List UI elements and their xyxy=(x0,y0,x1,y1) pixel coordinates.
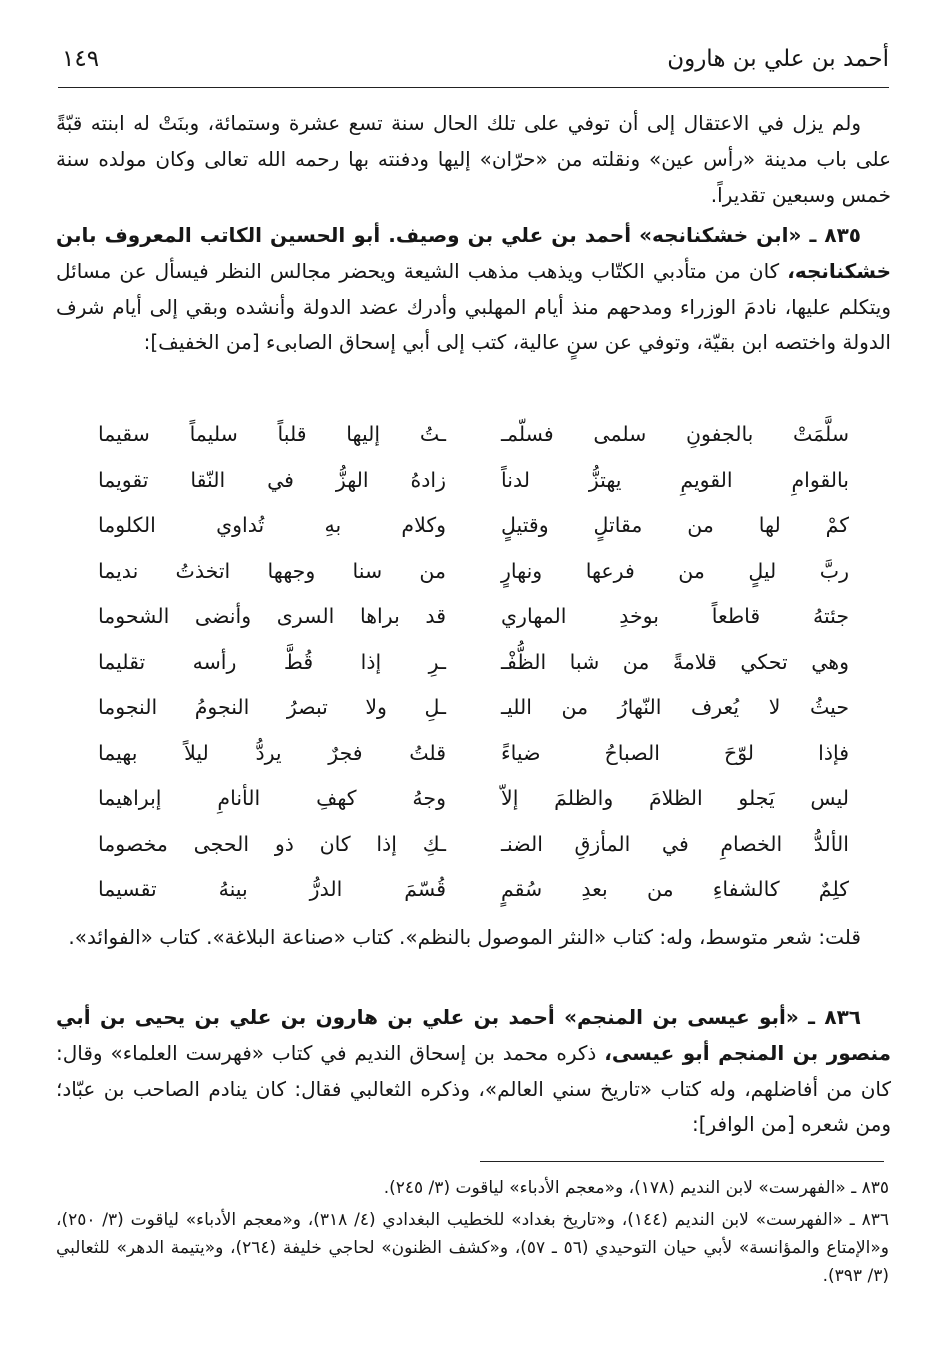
footnote-835: ٨٣٥ ـ «الفهرست» لابن النديم (١٧٨)، و«معجم الأدباء» لياقوت (٣/ ٢٤٥). xyxy=(383,1178,889,1198)
verse-first-hemistich: فإذا لوّحَ الصباحُ ضياءً xyxy=(501,740,849,765)
running-header-title: أحمد بن علي بن هارون xyxy=(667,46,889,72)
verse-second-hemistich: ـتُ إليها قلباً سليماً سقيما xyxy=(98,422,446,446)
verse-line xyxy=(98,600,849,646)
poem xyxy=(98,418,849,919)
entry-836 xyxy=(56,1000,891,1143)
entry-835-text: كان من متأدبي الكتّاب ويذهب مذهب الشيعة ويحضر مجالس النظر فيسأل عن مسائل ويتكلم عليها، نادمَ الوزراء ومدحهم منذ أيام المهلبي وأدرك عضد الدولة وأنشده وبقي إلى أيام شرف الدولة واختصه ابن بقيّة، وتوفي عن سنٍ عالية، كتب إلى أبي إسحاق الصابىء [من الخفيف]: xyxy=(56,258,891,355)
entry-835-number: ٨٣٥ ـ xyxy=(801,223,861,247)
verse-second-hemistich: من سنا وجهها اتخذتُ نديما xyxy=(98,558,446,583)
verse-second-hemistich: قُسّمَ الدرُّ بينهُ تقسيما xyxy=(98,877,446,901)
verse-line xyxy=(98,691,849,737)
verse-first-hemistich: سلَّمَتْ بالجفونِ سلمى فسلّمـ xyxy=(501,422,849,446)
verse-line xyxy=(98,464,849,510)
verse-second-hemistich: قد براها السرى وأنضى الشحوما xyxy=(98,604,446,628)
entry-836-heading: «أبو عيسى بن المنجم» أحمد بن علي بن هارون بن علي بن يحيى بن أبي منصور بن المنجم أبو عيسى، xyxy=(56,1005,892,1065)
entry-835 xyxy=(56,218,891,361)
verse-second-hemistich: وكلام بهِ تُداوي الكلوما xyxy=(98,513,446,537)
verse-first-hemistich: حيثُ لا يُعرف النّهارُ من الليـ xyxy=(501,695,849,719)
verse-line xyxy=(98,782,849,828)
verse-line xyxy=(98,646,849,692)
verse-line xyxy=(98,828,849,874)
verse-second-hemistich: قلتُ فجرٌ يردُّ ليلاً بهيما xyxy=(98,740,446,765)
header-divider xyxy=(58,87,889,88)
entry-836-number: ٨٣٦ ـ xyxy=(798,1005,861,1029)
verse-first-hemistich: ربَّ ليلٍ من فرعها ونهارٍ xyxy=(501,558,849,583)
entry-836-text: ذكره محمد بن إسحاق النديم في كتاب «فهرست العلماء» وقال: كان من أفاضلهم، وله كتاب «تاريخ سني العالم»، وذكره الثعالبي فقال: كان ينادم الصاحب بن عبّاد؛ ومن شعره [من الوافر]: xyxy=(56,1040,891,1137)
verse-line xyxy=(98,555,849,601)
verse-first-hemistich: بالقوامِ القويمِ يهتزُّ لدناً xyxy=(501,467,849,492)
verse-second-hemistich: ـرِ إذا قُطَّ رأسه تقليما xyxy=(98,649,446,674)
verse-line xyxy=(98,873,849,919)
verse-first-hemistich: كلِمٌ كالشفاءِ من بعدِ سُقمٍ xyxy=(501,877,849,901)
verse-second-hemistich: ـكِ إذا كان ذو الحجى مخصوما xyxy=(98,831,446,856)
verse-first-hemistich: ليس يَجلو الظلامَ والظلمَ إلاّ xyxy=(501,786,849,810)
page-number: ١٤٩ xyxy=(62,46,100,72)
verse-second-hemistich: زادهُ الهزُّ في النّقا تقويما xyxy=(98,467,446,492)
verse-first-hemistich: جئتهُ قاطعاً بوخدِ المهاري xyxy=(501,604,849,628)
verse-second-hemistich: وجهُ كهفِ الأنامِ إبراهيما xyxy=(98,786,446,810)
paragraph-comment: قلت: شعر متوسط، وله: كتاب «النثر الموصول بالنظم». كتاب «صناعة البلاغة». كتاب «الفوائد». xyxy=(68,925,861,949)
verse-first-hemistich: الألدُّ الخصامِ في المأزقِ الضنـ xyxy=(501,831,849,856)
footnote-836: ٨٣٦ ـ «الفهرست» لابن النديم (١٤٤)، و«تاريخ بغداد» للخطيب البغدادي (٤/ ٣١٨)، و«معجم الأدباء» لياقوت (٣/ ٢٥٠)، و«الإمتاع والمؤانسة» لأبي حيان التوحيدي (٥٦ ـ ٥٧)، و«كشف الظنون» لحاجي خليفة (٢٦٤)، و«يتيمة الدهر» للثعالبي (٣/ ٣٩٣). xyxy=(56,1210,889,1286)
verse-line xyxy=(98,509,849,555)
verse-second-hemistich: ـلِ ولا تبصرُ النجومُ النجوما xyxy=(98,695,446,719)
footnote-divider xyxy=(480,1161,884,1162)
verse-first-hemistich: كمْ لها من مقاتلٍ وقتيلٍ xyxy=(501,513,849,537)
entry-835-heading: «ابن خشكنانجه» أحمد بن علي بن وصيف. أبو الحسين الكاتب المعروف بابن خشكنانجه، xyxy=(56,223,891,283)
paragraph-intro: ولم يزل في الاعتقال إلى أن توفي على تلك الحال سنة تسع عشرة وستمائة، وبنَتْ له ابنته قبّةً على باب مدينة «رأس عين» ونقلته من «حرّان» إليها ودفنته بها رحمه الله تعالى وكان مولده سنة خمس وسبعين تقديراً. xyxy=(56,111,891,207)
verse-first-hemistich: وهي تحكي قلامةً من شبا الظُّفْـ xyxy=(501,649,849,674)
verse-line xyxy=(98,737,849,783)
verse-line xyxy=(98,418,849,464)
